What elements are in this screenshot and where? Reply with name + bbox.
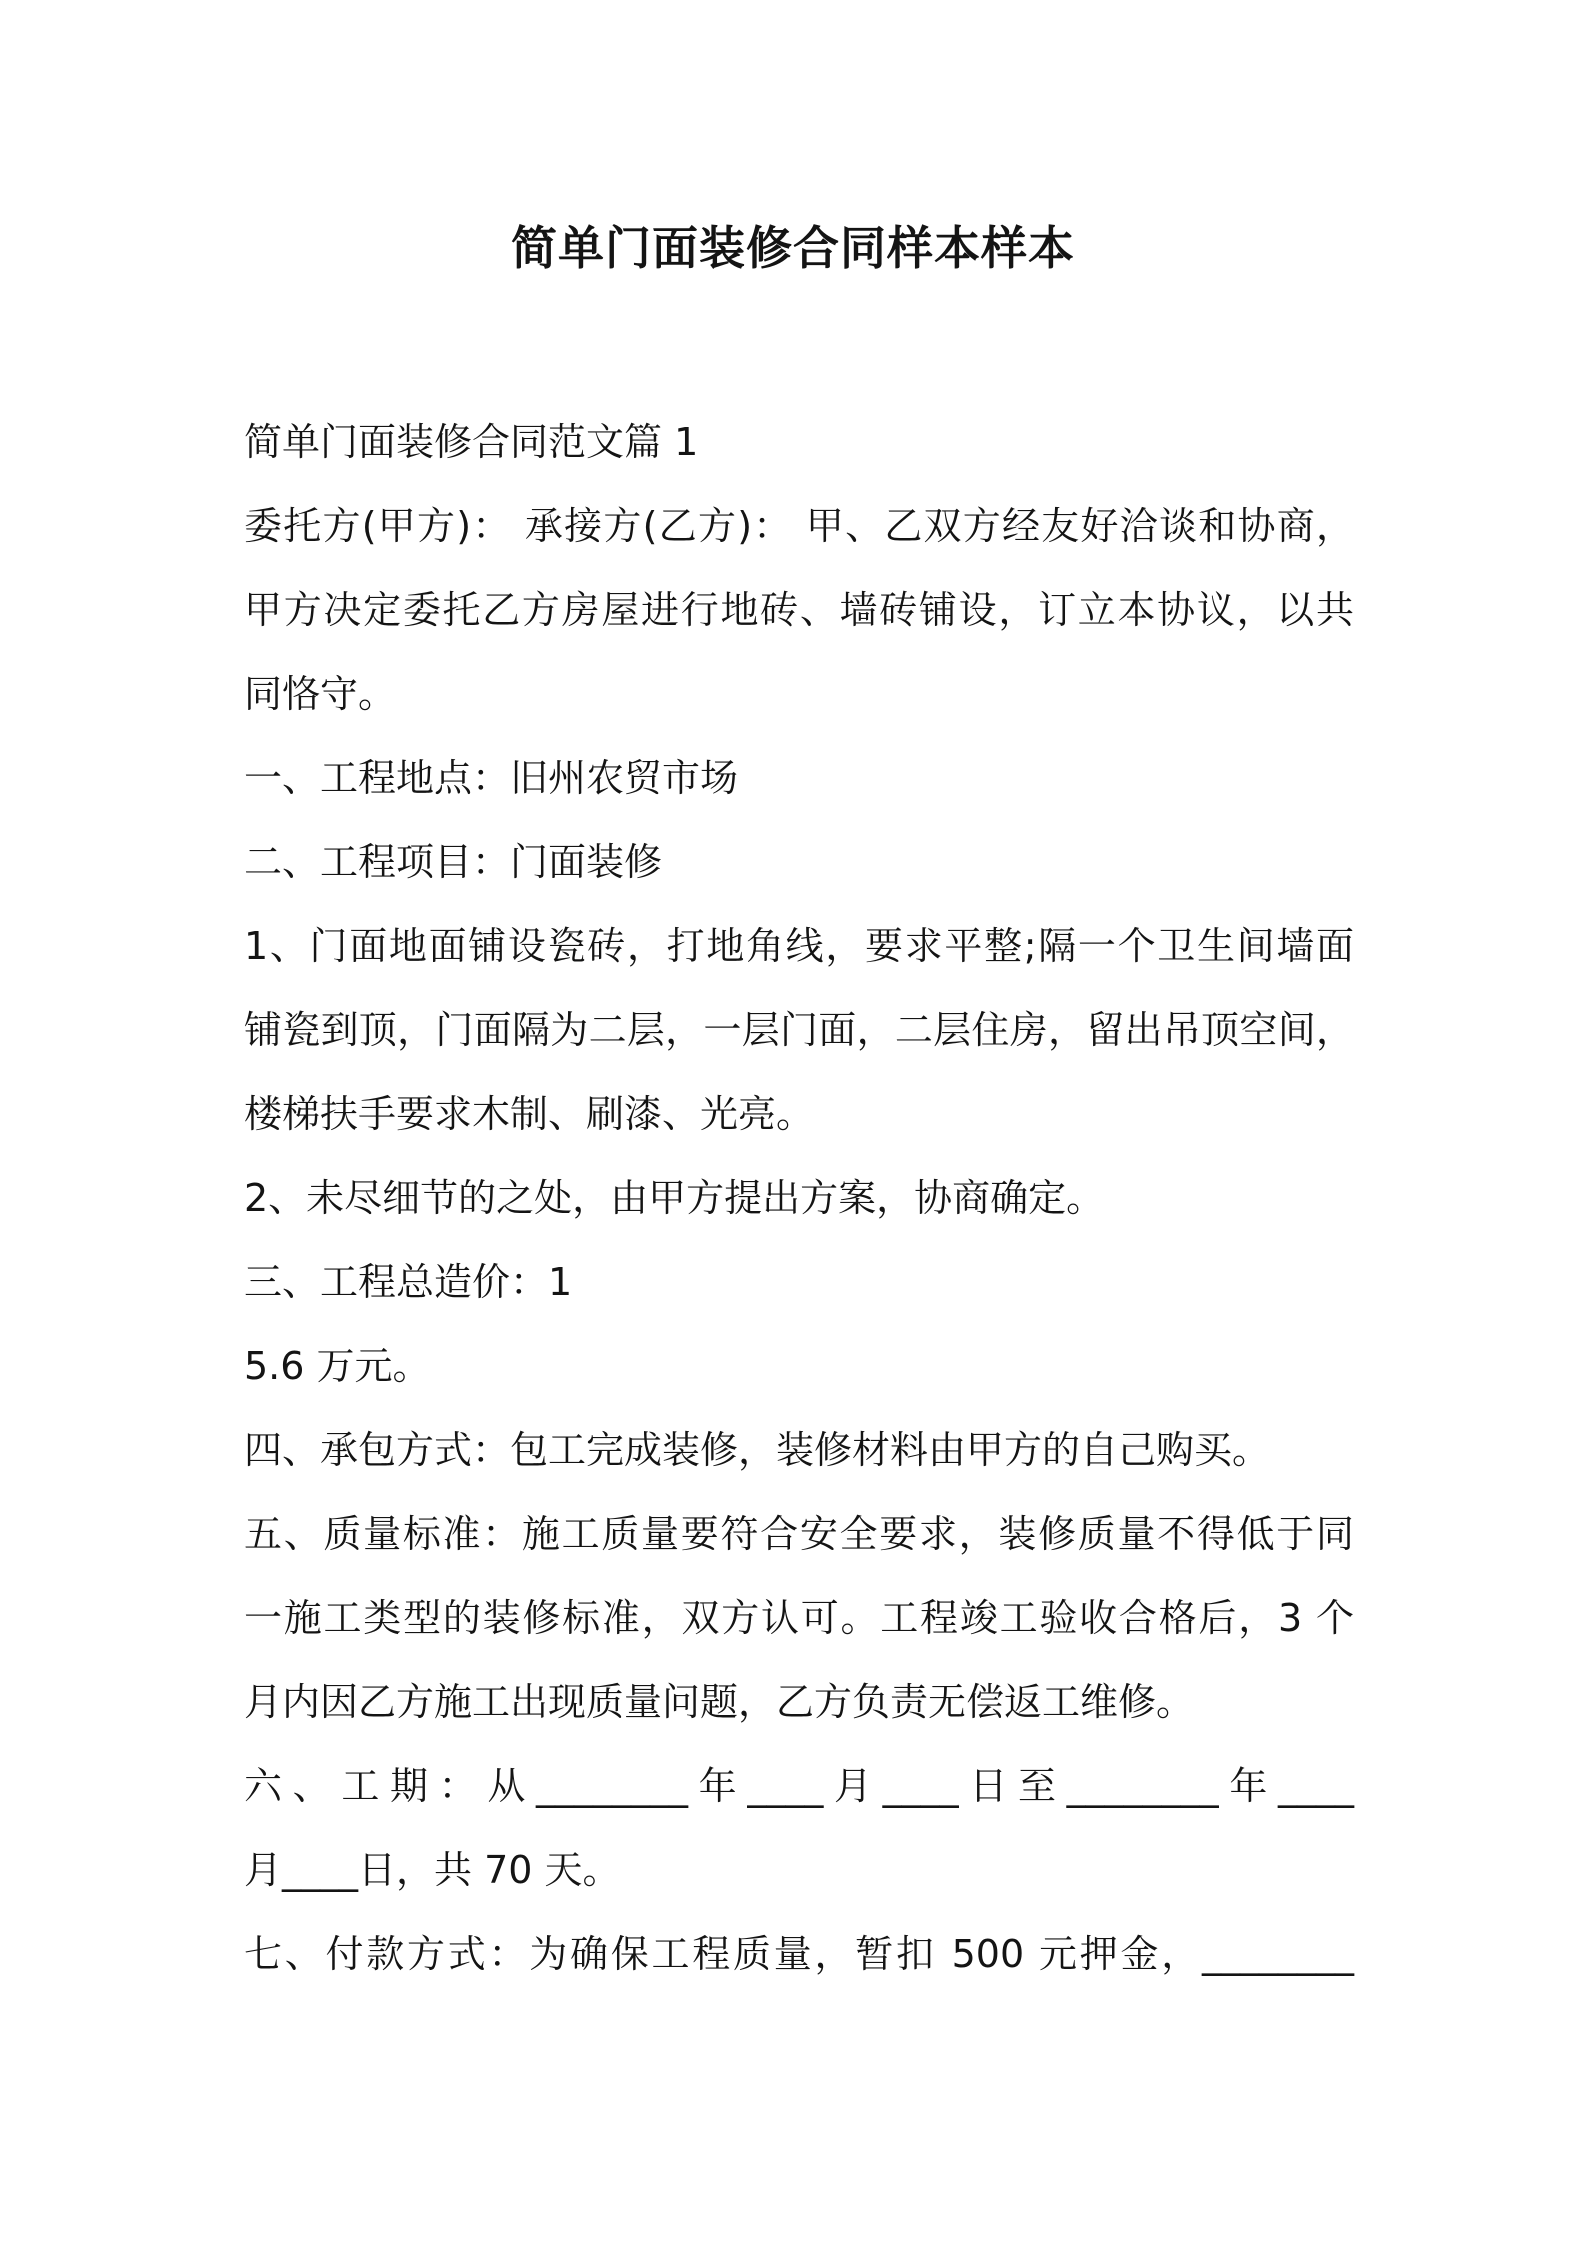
paragraph-line: 2、未尽细节的之处，由甲方提出方案，协商确定。 [244,1176,1105,1220]
clause-location: 一、工程地点：旧州农贸市场 [244,756,739,800]
clause-project: 二、工程项目：门面装修 [244,840,663,884]
paragraph-line: 甲方决定委托乙方房屋进行地砖、墙砖铺设，订立本协议，以共 [244,588,1354,632]
clause-schedule: 六、工期：从________年____月____日至________年____ [244,1764,1354,1808]
paragraph-line: 同恪守。 [244,672,397,716]
paragraph-line: 月____日，共 70 天。 [244,1848,621,1892]
paragraph-line: 1、门面地面铺设瓷砖，打地角线，要求平整;隔一个卫生间墙面 [244,924,1354,968]
section-heading: 简单门面装修合同范文篇 1 [244,420,699,464]
paragraph-line: 委托方(甲方)： 承接方(乙方)： 甲、乙双方经友好洽谈和协商， [244,504,1354,548]
document-title: 简单门面装修合同样本样本 [511,221,1075,275]
paragraph-line: 5.6 万元。 [244,1344,431,1388]
document-body [244,400,1354,1996]
paragraph-line: 一施工类型的装修标准，双方认可。工程竣工验收合格后，3 个 [244,1596,1354,1640]
paragraph-line: 铺瓷到顶，门面隔为二层，一层门面，二层住房，留出吊顶空间， [244,1008,1354,1052]
paragraph-line: 楼梯扶手要求木制、刷漆、光亮。 [244,1092,815,1136]
clause-quality-standard: 五、质量标准：施工质量要符合安全要求，装修质量不得低于同 [244,1512,1354,1556]
clause-payment: 七、付款方式：为确保工程质量，暂扣 500 元押金，________ [244,1932,1354,1976]
paragraph-line: 月内因乙方施工出现质量问题，乙方负责无偿返工维修。 [244,1680,1195,1724]
clause-total-price: 三、工程总造价：1 [244,1260,573,1304]
clause-contract-method: 四、承包方式：包工完成装修，装修材料由甲方的自己购买。 [244,1428,1271,1472]
